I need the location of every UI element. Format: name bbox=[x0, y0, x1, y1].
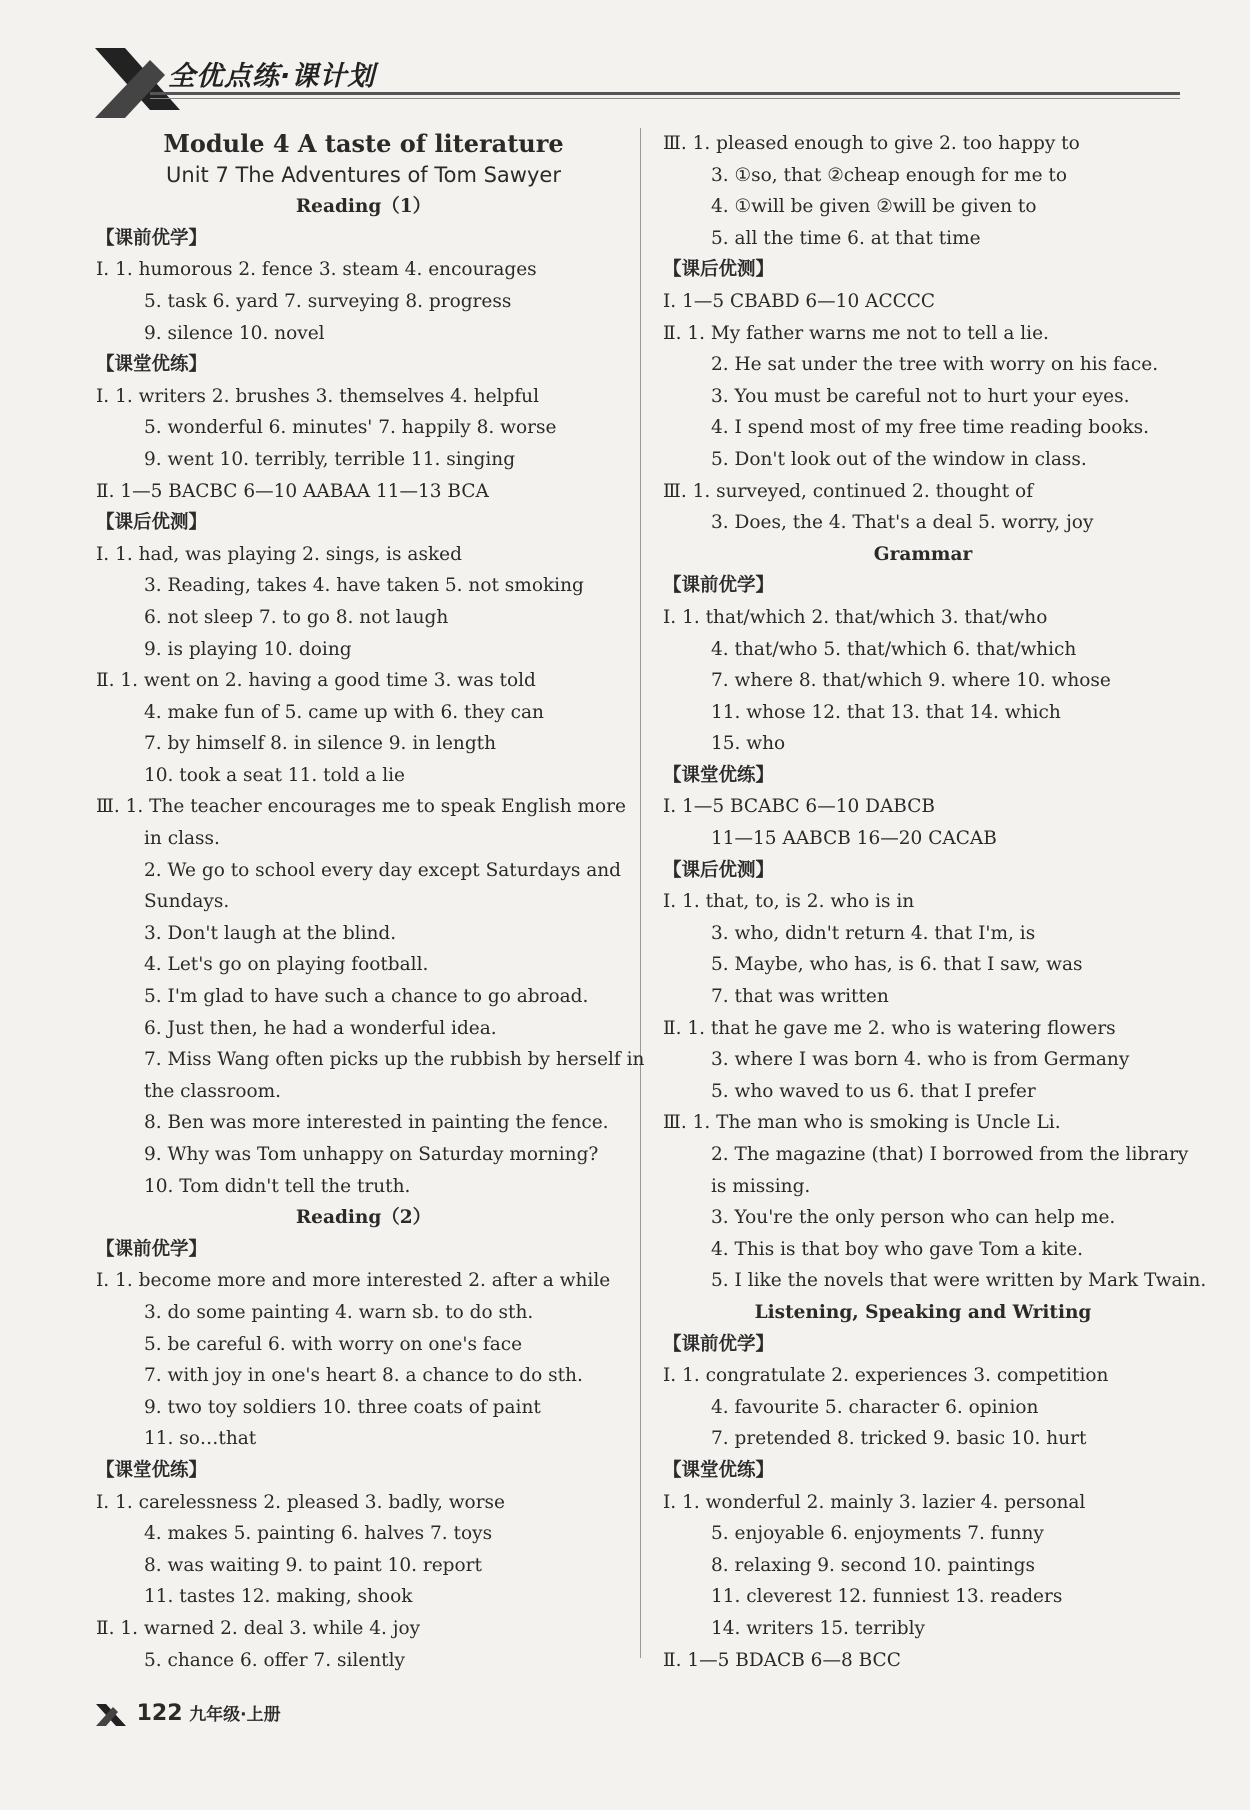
answer-line: Ⅲ. 1. surveyed, continued 2. thought of bbox=[663, 480, 1034, 502]
section-label: 【课堂优练】 bbox=[663, 1459, 775, 1481]
answer-line: 9. Why was Tom unhappy on Saturday morning? bbox=[144, 1144, 599, 1165]
answer-line: 9. silence 10. novel bbox=[144, 322, 325, 344]
answer-line: 3. who, didn't return 4. that I'm, is bbox=[711, 922, 1036, 944]
column-divider bbox=[640, 128, 641, 1658]
answer-line: 9. two toy soldiers 10. three coats of paint bbox=[144, 1396, 541, 1418]
answer-line: 14. writers 15. terribly bbox=[711, 1617, 925, 1639]
left-column bbox=[96, 128, 645, 1676]
answer-line: 6. not sleep 7. to go 8. not laugh bbox=[144, 606, 449, 628]
page-header bbox=[0, 0, 1250, 125]
answer-line: 4. Let's go on playing football. bbox=[144, 954, 429, 976]
section-label: 【课前优学】 bbox=[663, 1333, 775, 1355]
answer-line: 5. Don't look out of the window in class. bbox=[711, 448, 1087, 470]
answer-line: Sundays. bbox=[144, 891, 230, 913]
answer-line: 3. do some painting 4. warn sb. to do sth. bbox=[144, 1301, 534, 1323]
answer-line: Ⅰ. 1—5 BCABC 6—10 DABCB bbox=[663, 796, 935, 818]
heading: Unit 7 The Adventures of Tom Sawyer bbox=[166, 162, 561, 187]
answer-line: 6. Just then, he had a wonderful idea. bbox=[144, 1017, 497, 1039]
answer-line: 5. I'm glad to have such a chance to go abroad. bbox=[144, 986, 589, 1008]
volume-label: 九年级·上册 bbox=[189, 1705, 281, 1725]
section-label: 【课堂优练】 bbox=[96, 1459, 208, 1481]
heading: Reading（2） bbox=[295, 1207, 432, 1229]
answer-line: 4. that/who 5. that/which 6. that/which bbox=[711, 638, 1077, 660]
answer-line: Ⅰ. 1. wonderful 2. mainly 3. lazier 4. personal bbox=[663, 1491, 1086, 1513]
header-rule-thin bbox=[150, 98, 1180, 99]
heading: Reading（1） bbox=[295, 196, 432, 218]
right-column bbox=[663, 128, 1207, 1676]
answer-line: 8. was waiting 9. to paint 10. report bbox=[144, 1554, 482, 1576]
answer-line: 5. wonderful 6. minutes' 7. happily 8. worse bbox=[144, 417, 557, 439]
answer-line: Ⅱ. 1—5 BDACB 6—8 BCC bbox=[663, 1649, 901, 1671]
answer-line: 5. task 6. yard 7. surveying 8. progress bbox=[144, 290, 512, 312]
answer-line: 7. pretended 8. tricked 9. basic 10. hurt bbox=[711, 1428, 1087, 1450]
page-number: 122 bbox=[136, 1701, 183, 1726]
footer-logo-icon bbox=[96, 1702, 130, 1728]
answer-line: 8. relaxing 9. second 10. paintings bbox=[711, 1554, 1035, 1576]
answer-line: 10. Tom didn't tell the truth. bbox=[144, 1175, 411, 1197]
answer-line: 7. by himself 8. in silence 9. in length bbox=[144, 733, 497, 755]
answer-line: 5. enjoyable 6. enjoyments 7. funny bbox=[711, 1523, 1044, 1545]
header-rule bbox=[150, 92, 1180, 95]
answer-line: Ⅱ. 1. that he gave me 2. who is watering flowers bbox=[663, 1017, 1116, 1039]
answer-line: Ⅰ. 1. become more and more interested 2. after a while bbox=[96, 1270, 611, 1292]
section-label: 【课后优测】 bbox=[663, 259, 775, 281]
answer-line: 7. with joy in one's heart 8. a chance to do sth. bbox=[144, 1365, 583, 1387]
answer-line: 11. tastes 12. making, shook bbox=[144, 1586, 413, 1608]
section-label: 【课前优学】 bbox=[663, 575, 775, 597]
answer-line: 5. Maybe, who has, is 6. that I saw, was bbox=[711, 954, 1083, 976]
answer-line: 3. where I was born 4. who is from Germany bbox=[711, 1049, 1130, 1071]
answer-line: 3. Don't laugh at the blind. bbox=[144, 922, 397, 944]
section-label: 【课堂优练】 bbox=[96, 354, 208, 376]
answer-line: 7. Miss Wang often picks up the rubbish by herself in bbox=[144, 1049, 645, 1071]
answer-line: 2. We go to school every day except Saturdays and bbox=[144, 859, 621, 881]
answer-line: 5. chance 6. offer 7. silently bbox=[144, 1649, 405, 1671]
answer-line: 5. I like the novels that were written by Mark Twain. bbox=[711, 1270, 1207, 1292]
section-label: 【课前优学】 bbox=[96, 227, 208, 249]
answer-line: 4. make fun of 5. came up with 6. they can bbox=[144, 701, 544, 723]
section-label: 【课堂优练】 bbox=[663, 764, 775, 786]
answer-line: Ⅰ. 1. congratulate 2. experiences 3. competition bbox=[663, 1365, 1109, 1387]
answer-line: 3. You're the only person who can help me. bbox=[711, 1207, 1116, 1229]
answer-line: 3. Does, the 4. That's a deal 5. worry, joy bbox=[711, 512, 1094, 534]
answer-line: 5. all the time 6. at that time bbox=[711, 227, 981, 249]
answer-line: 3. You must be careful not to hurt your eyes. bbox=[711, 385, 1130, 407]
answer-line: 5. who waved to us 6. that I prefer bbox=[711, 1080, 1036, 1102]
answer-line: 9. went 10. terribly, terrible 11. singing bbox=[144, 448, 516, 470]
answer-line: is missing. bbox=[711, 1175, 811, 1197]
answer-line: Ⅰ. 1. that/which 2. that/which 3. that/who bbox=[663, 606, 1048, 628]
answer-line: Ⅰ. 1. writers 2. brushes 3. themselves 4. helpful bbox=[96, 385, 539, 407]
answer-line: 4. I spend most of my free time reading books. bbox=[711, 417, 1149, 439]
answer-line: Ⅰ. 1. carelessness 2. pleased 3. badly, worse bbox=[96, 1491, 505, 1513]
section-label: 【课后优测】 bbox=[96, 512, 208, 534]
answer-line: 10. took a seat 11. told a lie bbox=[144, 764, 406, 786]
answer-line: Ⅱ. 1. went on 2. having a good time 3. was told bbox=[96, 670, 536, 692]
answer-line: 3. Reading, takes 4. have taken 5. not smoking bbox=[144, 575, 584, 597]
heading: Grammar bbox=[873, 543, 973, 565]
header-title: 全优点练·课计划 bbox=[168, 61, 376, 92]
heading: Listening, Speaking and Writing bbox=[754, 1301, 1092, 1323]
answer-line: Ⅲ. 1. The man who is smoking is Uncle Li. bbox=[663, 1112, 1061, 1134]
answer-line: 4. makes 5. painting 6. halves 7. toys bbox=[144, 1523, 493, 1545]
answer-line: Ⅱ. 1. My father warns me not to tell a lie. bbox=[663, 322, 1049, 344]
heading: Module 4 A taste of literature bbox=[163, 129, 564, 158]
answer-line: 9. is playing 10. doing bbox=[144, 638, 352, 660]
answer-line: 5. be careful 6. with worry on one's face bbox=[144, 1333, 523, 1355]
answer-line: 11—15 AABCB 16—20 CACAB bbox=[711, 828, 997, 850]
answer-line: Ⅰ. 1—5 CBABD 6—10 ACCCC bbox=[663, 290, 936, 312]
section-label: 【课后优测】 bbox=[663, 859, 775, 881]
section-label: 【课前优学】 bbox=[96, 1238, 208, 1260]
answer-line: 11. cleverest 12. funniest 13. readers bbox=[711, 1586, 1063, 1608]
answer-line: 3. ①so, that ②cheap enough for me to bbox=[711, 164, 1067, 186]
answer-line: in class. bbox=[144, 828, 220, 850]
answer-line: 7. that was written bbox=[711, 986, 889, 1008]
answer-line: 11. whose 12. that 13. that 14. which bbox=[711, 701, 1061, 723]
answer-line: 11. so…that bbox=[144, 1428, 257, 1450]
answer-line: 7. where 8. that/which 9. where 10. whose bbox=[711, 670, 1111, 692]
answer-line: Ⅲ. 1. The teacher encourages me to speak English more bbox=[96, 796, 626, 818]
answer-line: 4. This is that boy who gave Tom a kite. bbox=[711, 1238, 1084, 1260]
answer-line: 2. He sat under the tree with worry on his face. bbox=[711, 354, 1159, 376]
answer-line: 15. who bbox=[711, 733, 786, 755]
answer-line: 4. favourite 5. character 6. opinion bbox=[711, 1396, 1039, 1418]
answer-line: Ⅱ. 1. warned 2. deal 3. while 4. joy bbox=[96, 1617, 421, 1639]
answer-line: 4. ①will be given ②will be given to bbox=[711, 196, 1037, 218]
answer-line: Ⅲ. 1. pleased enough to give 2. too happy to bbox=[663, 133, 1080, 154]
answer-line: Ⅰ. 1. had, was playing 2. sings, is asked bbox=[96, 543, 462, 565]
page-footer bbox=[96, 1700, 281, 1728]
answer-line: Ⅰ. 1. humorous 2. fence 3. steam 4. encourages bbox=[96, 259, 537, 281]
answer-line: Ⅰ. 1. that, to, is 2. who is in bbox=[663, 891, 915, 913]
answer-line: the classroom. bbox=[144, 1080, 282, 1102]
answer-line: 2. The magazine (that) I borrowed from the library bbox=[711, 1144, 1189, 1165]
answer-line: 8. Ben was more interested in painting the fence. bbox=[144, 1112, 609, 1134]
answer-line: Ⅱ. 1—5 BACBC 6—10 AABAA 11—13 BCA bbox=[96, 480, 489, 502]
